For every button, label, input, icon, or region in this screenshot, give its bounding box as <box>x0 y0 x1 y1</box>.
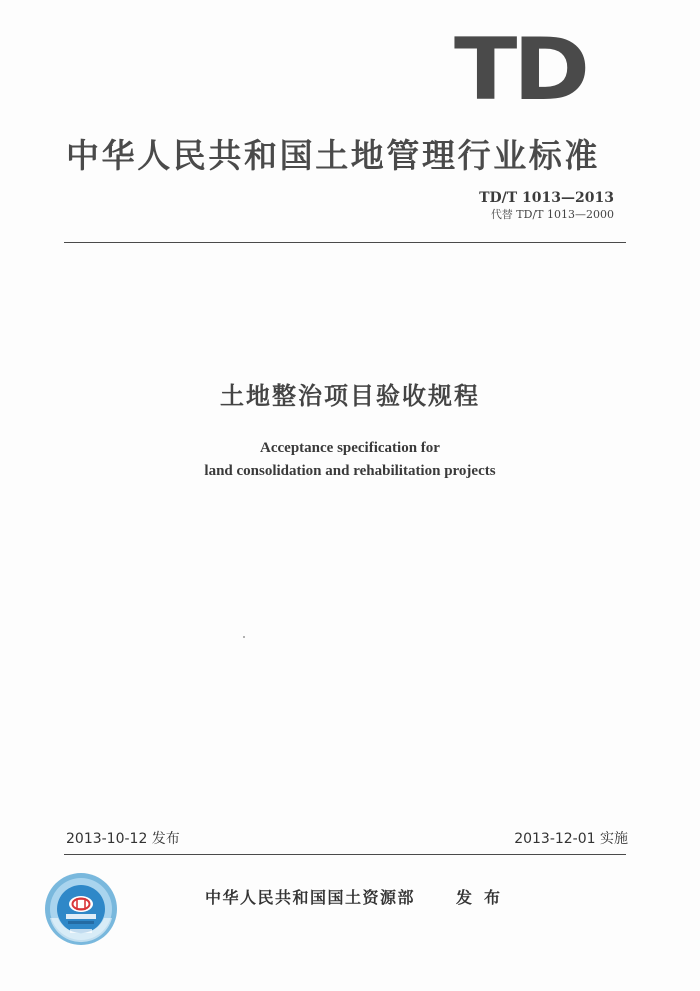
td-logo: TD <box>454 20 586 120</box>
document-title-en <box>0 437 700 483</box>
publish-label: 发布 <box>456 888 513 907</box>
document-title-en-line1: Acceptance specification for <box>260 440 440 456</box>
speck <box>243 636 245 638</box>
document-title-en-line2: land consolidation and rehabilitation projects <box>204 463 496 479</box>
issue-date: 2013-10-12 发布 <box>66 831 180 847</box>
document-title-zh: 土地整治项目验收规程 <box>220 382 480 410</box>
standard-number: TD/T 1013—2013 <box>479 190 614 206</box>
replaces-standard: 代替 TD/T 1013—2000 <box>490 208 614 221</box>
anti-counterfeit-seal-icon <box>44 872 118 946</box>
top-divider <box>64 242 626 243</box>
implementation-date: 2013-12-01 实施 <box>514 831 628 847</box>
publisher-name: 中华人民共和国国土资源部 <box>205 888 416 907</box>
industry-standard-title: 中华人民共和国土地管理行业标准 <box>66 136 600 175</box>
bottom-divider <box>64 854 626 855</box>
